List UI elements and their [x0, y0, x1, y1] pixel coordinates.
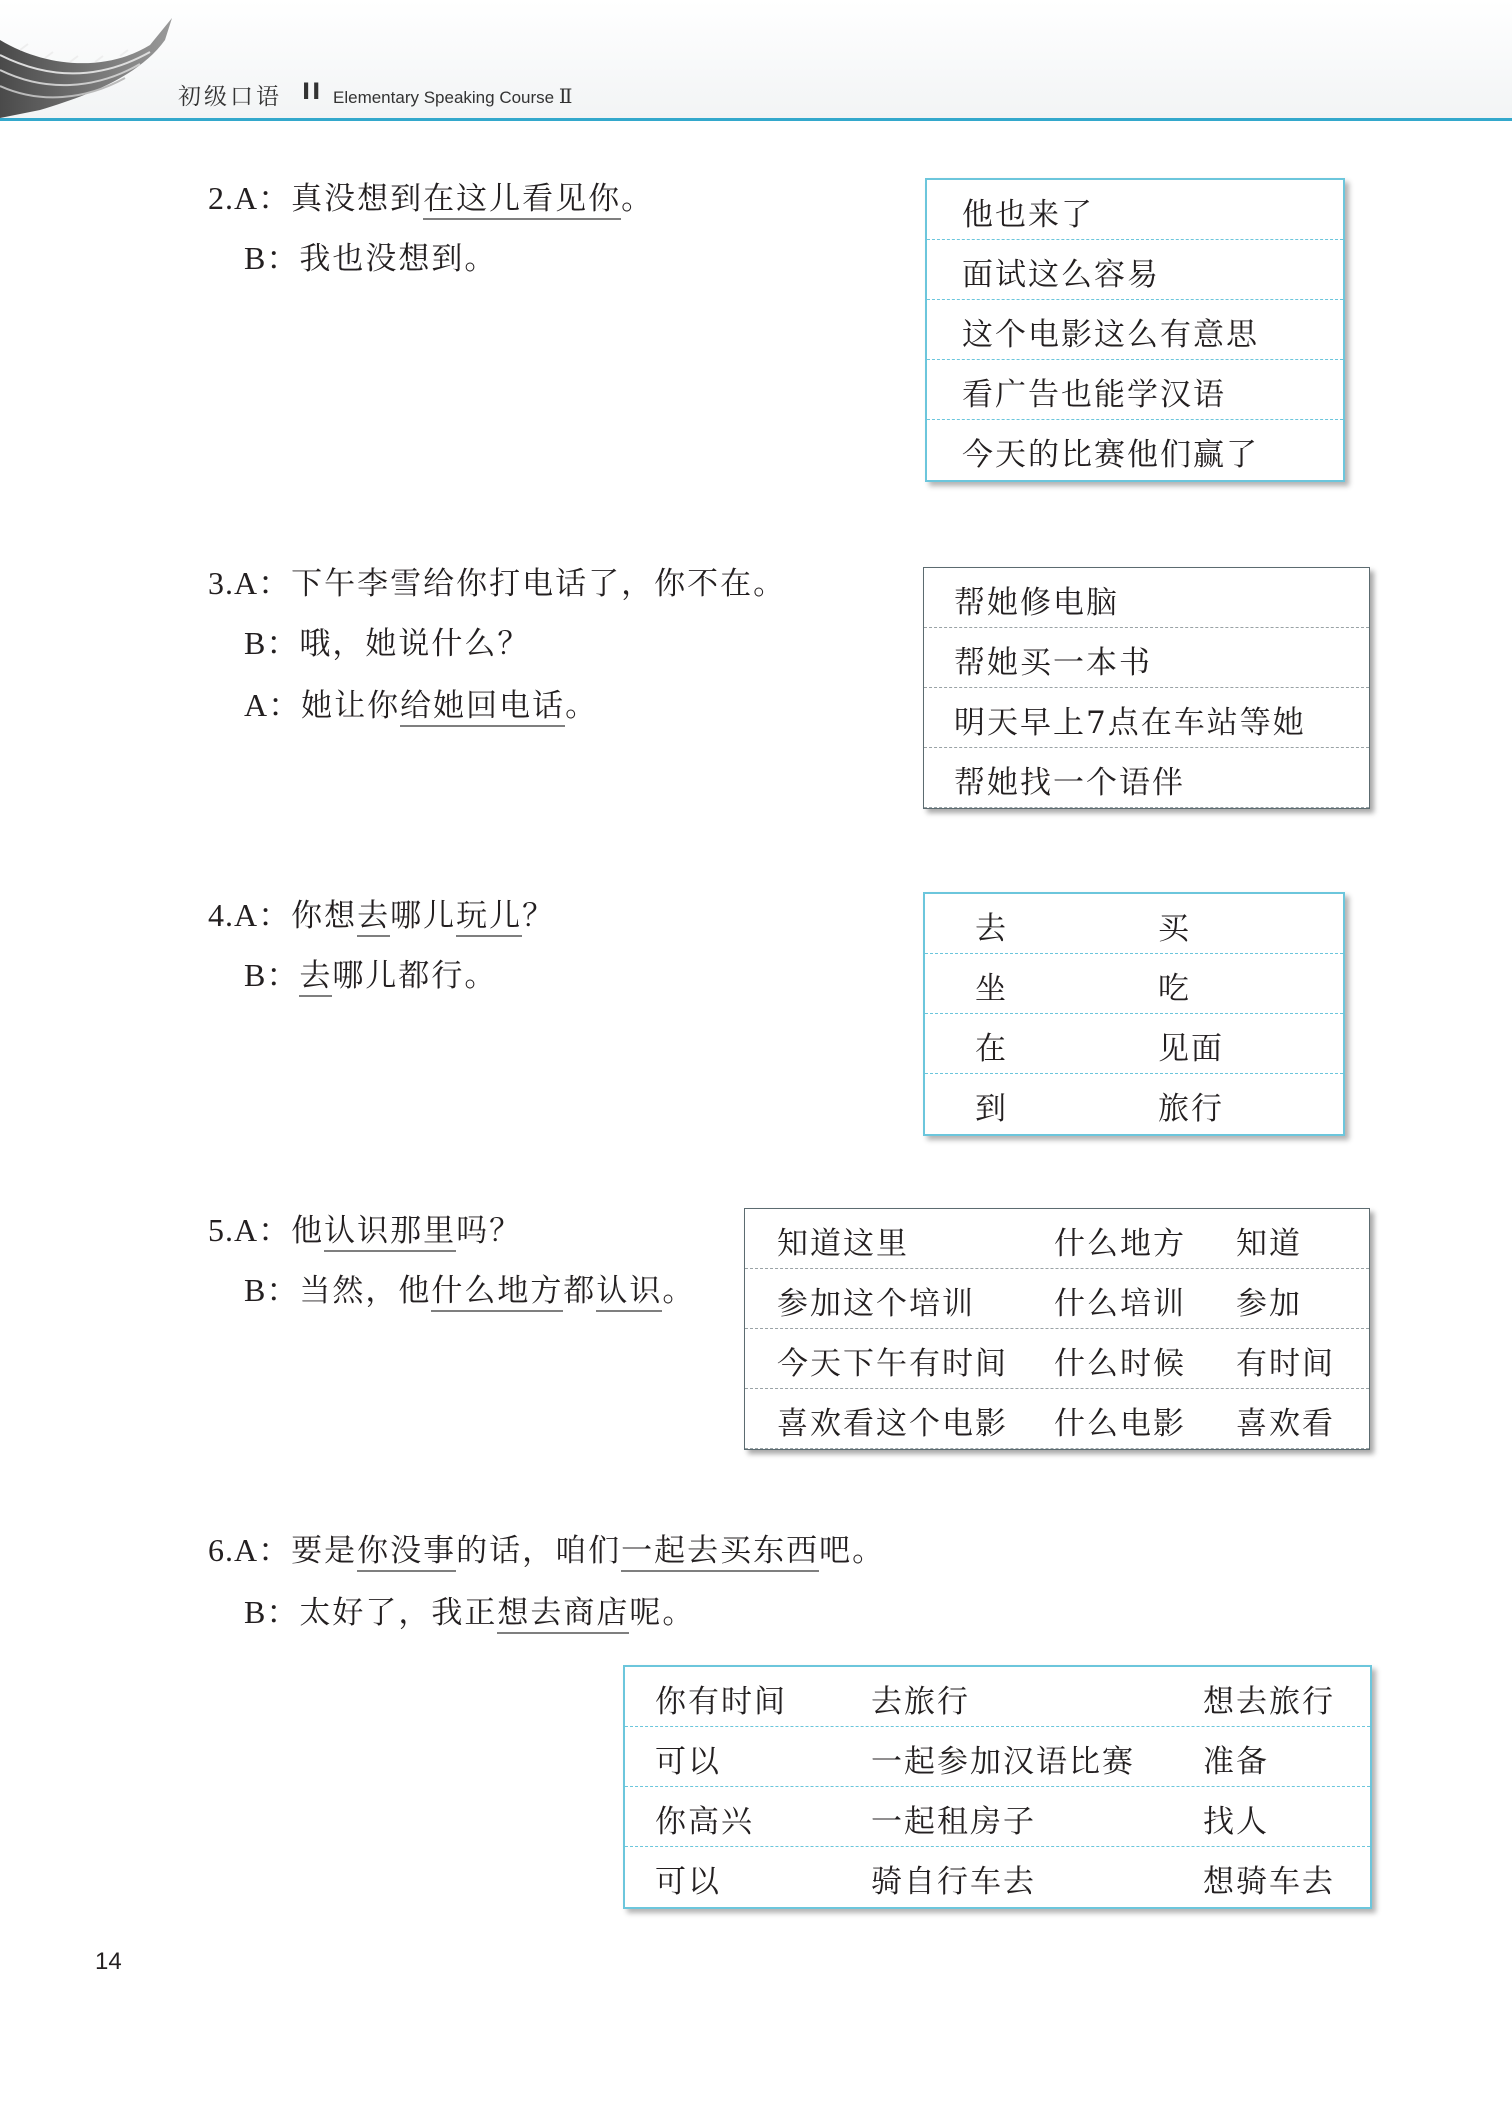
- option-row: [925, 1014, 1343, 1074]
- ex6-options-box: [623, 1665, 1372, 1909]
- option-row: [924, 628, 1369, 688]
- option-cell: 有时间: [1236, 1346, 1335, 1382]
- option-row: [927, 180, 1343, 240]
- dialogue-text: ？: [522, 898, 556, 934]
- option-cell: 参加: [1236, 1286, 1302, 1322]
- exercise-number: 2.: [208, 180, 234, 216]
- option-cell: 看广告也能学汉语: [962, 377, 1226, 413]
- page-header: [0, 0, 1512, 120]
- ex2-options-box: [925, 178, 1345, 482]
- page-number: 14: [95, 1948, 122, 1975]
- speaker-label: A：: [234, 897, 292, 933]
- ex3-line-3: [244, 685, 598, 726]
- option-cell: 什么电影: [1054, 1406, 1186, 1442]
- option-cell: 一起租房子: [871, 1804, 1036, 1840]
- option-cell: 什么地方: [1054, 1226, 1186, 1262]
- exercise-number: 5.: [208, 1212, 234, 1248]
- option-cell: 骑自行车去: [871, 1864, 1036, 1900]
- dialogue-text: 的话，咱们: [456, 1533, 622, 1569]
- option-row: [745, 1269, 1369, 1329]
- option-cell: 找人: [1203, 1804, 1269, 1840]
- option-cell: 吃: [1158, 971, 1191, 1007]
- dialogue-text: 真没想到: [291, 181, 424, 217]
- speaker-label: B：: [244, 957, 300, 993]
- option-cell: 去旅行: [871, 1684, 970, 1720]
- dialogue-text: 要是: [291, 1533, 358, 1569]
- option-row: [927, 420, 1343, 480]
- option-cell: 面试这么容易: [962, 257, 1160, 293]
- option-cell: 你有时间: [655, 1684, 787, 1720]
- option-row: [745, 1209, 1369, 1269]
- dialogue-text: 哪儿都行。: [332, 958, 498, 994]
- option-cell: 这个电影这么有意思: [962, 317, 1259, 353]
- speaker-label: B：: [244, 240, 300, 276]
- dialogue-text: 。: [565, 688, 599, 724]
- option-row: [625, 1847, 1370, 1907]
- exercise-number: 6.: [208, 1532, 234, 1568]
- ex6-line-2: [244, 1592, 695, 1633]
- speaker-label: B：: [244, 1272, 300, 1308]
- dialogue-text: 吧。: [819, 1533, 886, 1569]
- option-row: [745, 1329, 1369, 1389]
- option-cell: 帮她修电脑: [954, 585, 1119, 621]
- ex5-line-1: [208, 1210, 522, 1251]
- option-cell: 明天早上7点在车站等她: [954, 705, 1306, 741]
- option-cell: 坐: [975, 971, 1008, 1007]
- header-volume-mark: Ⅱ: [558, 84, 573, 108]
- option-row: [924, 568, 1369, 628]
- option-cell: 一起参加汉语比赛: [871, 1744, 1135, 1780]
- option-cell: 知道这里: [777, 1226, 909, 1262]
- option-row: [745, 1389, 1369, 1449]
- ex3-line-2: [244, 623, 530, 664]
- substitution-slot: 去: [357, 898, 390, 937]
- option-row: [927, 360, 1343, 420]
- option-cell: 到: [975, 1091, 1008, 1127]
- substitution-slot: 在这儿看见你: [423, 181, 621, 220]
- option-cell: 喜欢看: [1236, 1406, 1335, 1442]
- option-cell: 喜欢看这个电影: [777, 1406, 1008, 1442]
- dialogue-text: 他: [291, 1213, 325, 1249]
- speaker-label: A：: [234, 1212, 292, 1248]
- option-cell: 什么培训: [1054, 1286, 1186, 1322]
- substitution-slot: 你没事: [357, 1533, 456, 1572]
- option-cell: 可以: [655, 1744, 721, 1780]
- header-english-title: [333, 84, 572, 108]
- ex3-line-1: [208, 563, 786, 604]
- speaker-label: A：: [234, 180, 292, 216]
- ex6-line-1: [208, 1530, 885, 1571]
- speaker-label: A：: [234, 565, 292, 601]
- option-row: [625, 1667, 1370, 1727]
- ex2-line-2: [244, 238, 497, 279]
- option-cell: 想骑车去: [1203, 1864, 1335, 1900]
- dialogue-text: 下午李雪给你打电话了，你不在。: [291, 566, 787, 602]
- dialogue-text: 当然，他: [299, 1273, 432, 1309]
- dialogue-text: 都: [563, 1273, 597, 1309]
- substitution-slot: 什么地方: [431, 1273, 563, 1312]
- ex5-line-2: [244, 1270, 695, 1311]
- exercise-number: 3.: [208, 565, 234, 601]
- dialogue-text: 我也没想到。: [299, 241, 498, 277]
- header-title: 初级口语: [178, 84, 282, 110]
- substitution-slot: 认识那里: [324, 1213, 456, 1252]
- option-row: [925, 1074, 1343, 1134]
- speaker-label: A：: [244, 687, 302, 723]
- option-row: [925, 954, 1343, 1014]
- option-cell: 知道: [1236, 1226, 1302, 1262]
- dialogue-text: 吗？: [456, 1213, 523, 1249]
- ex4-options-box: [923, 892, 1345, 1136]
- option-cell: 你高兴: [655, 1804, 754, 1840]
- option-cell: 帮她买一本书: [954, 645, 1152, 681]
- option-row: [925, 894, 1343, 954]
- ex2-line-1: [208, 178, 654, 219]
- dialogue-text: 太好了，我正: [299, 1595, 498, 1631]
- option-row: [625, 1787, 1370, 1847]
- exercise-number: 4.: [208, 897, 234, 933]
- option-row: [927, 300, 1343, 360]
- option-cell: 今天的比赛他们赢了: [962, 437, 1259, 473]
- speaker-label: B：: [244, 1594, 300, 1630]
- ex4-line-1: [208, 895, 555, 936]
- dialogue-text: 哦，她说什么？: [299, 626, 531, 662]
- option-cell: 旅行: [1158, 1091, 1224, 1127]
- option-cell: 想去旅行: [1203, 1684, 1335, 1720]
- option-cell: 帮她找一个语伴: [954, 765, 1185, 801]
- dialogue-text: 你想: [291, 898, 358, 934]
- option-cell: 他也来了: [962, 197, 1094, 233]
- option-cell: 参加这个培训: [777, 1286, 975, 1322]
- ex4-line-2: [244, 955, 497, 996]
- dialogue-text: 。: [662, 1273, 696, 1309]
- dialogue-text: 哪儿: [390, 898, 457, 934]
- option-row: [924, 688, 1369, 748]
- option-cell: 在: [975, 1031, 1008, 1067]
- option-cell: 买: [1158, 911, 1191, 947]
- header-divider: [0, 118, 1512, 121]
- option-cell: 可以: [655, 1864, 721, 1900]
- option-cell: 见面: [1158, 1031, 1224, 1067]
- dialogue-text: 她让你: [301, 688, 401, 724]
- option-cell: 今天下午有时间: [777, 1346, 1008, 1382]
- option-row: [924, 748, 1369, 808]
- option-cell: 什么时候: [1054, 1346, 1186, 1382]
- roof-eave-icon: [0, 0, 175, 120]
- substitution-slot: 想去商店: [497, 1595, 629, 1634]
- option-row: [625, 1727, 1370, 1787]
- header-separator: II: [302, 80, 323, 105]
- substitution-slot: 认识: [596, 1273, 662, 1312]
- option-cell: 去: [975, 911, 1008, 947]
- option-cell: 准备: [1203, 1744, 1269, 1780]
- substitution-slot: 去: [299, 958, 332, 997]
- speaker-label: B：: [244, 625, 300, 661]
- substitution-slot: 玩儿: [456, 898, 522, 937]
- substitution-slot: 一起去买东西: [621, 1533, 819, 1572]
- ex5-options-box: [744, 1208, 1370, 1450]
- dialogue-text: 。: [621, 181, 655, 217]
- ex3-options-box: [923, 567, 1370, 809]
- dialogue-text: 呢。: [629, 1595, 696, 1631]
- speaker-label: A：: [234, 1532, 292, 1568]
- substitution-slot: 给她回电话: [400, 688, 565, 727]
- header-english-text: Elementary Speaking Course: [333, 88, 555, 107]
- option-row: [927, 240, 1343, 300]
